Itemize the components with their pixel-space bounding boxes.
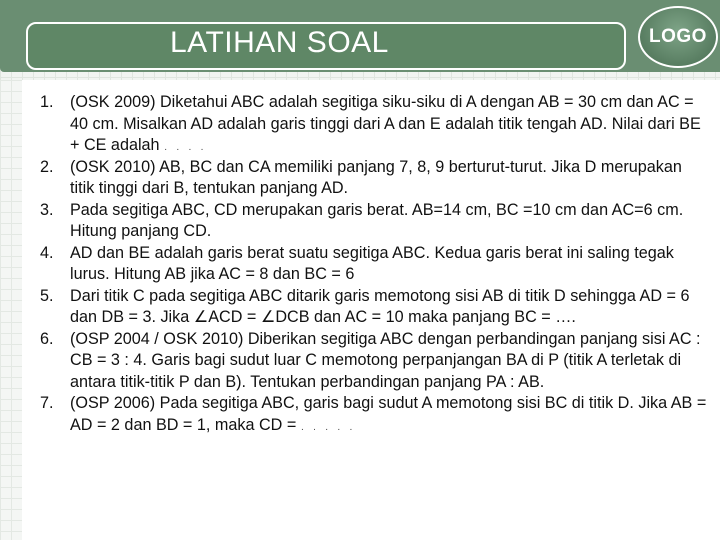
problem-list	[40, 92, 708, 436]
problem-number: 4.	[40, 243, 54, 262]
side-grid-background	[0, 80, 22, 540]
problem-number: 6.	[40, 329, 54, 348]
list-item	[40, 157, 708, 200]
problem-list-container	[40, 92, 708, 436]
problem-number: 7.	[40, 394, 54, 412]
problem-text: (OSK 2009) Diketahui ABC adalah segitiga siku-siku di A dengan AB = 30 cm dan AC = 40 cm. Misalkan AD adalah garis tinggi dari A dan E adalah titik tengah AD. Nilai dari BE + CE adalah	[70, 93, 701, 154]
problem-text: Pada segitiga ABC, CD merupakan garis berat. AB=14 cm, BC =10 cm dan AC=6 cm. Hitung panjang CD.	[70, 200, 684, 240]
list-item	[40, 243, 708, 286]
problem-number: 1.	[40, 93, 54, 111]
problem-number: 3.	[40, 200, 54, 219]
list-item	[40, 200, 708, 243]
problem-text: AD dan BE adalah garis berat suatu segitiga ABC. Kedua garis berat ini saling tegak lurus. Hitung AB jika AC = 8 dan BC = 6	[70, 243, 674, 283]
problem-text: (OSK 2010) AB, BC dan CA memiliki panjang 7, 8, 9 berturut-turut. Jika D merupakan titik tinggi dari B, tentukan panjang AD.	[70, 157, 682, 197]
problem-number: 2.	[40, 157, 54, 176]
list-item	[40, 92, 708, 157]
problem-text: (OSP 2004 / OSK 2010) Diberikan segitiga ABC dengan perbandingan panjang sisi AC : CB = 3 : 4. Garis bagi sudut luar C memotong perpanjangan BA di P (titik A terletak di antara titik-titik P dan B). Tentukan perbandingan panjang PA : AB.	[70, 329, 701, 391]
problem-dots: · · · · ·	[300, 423, 356, 435]
problem-text: (OSP 2006) Pada segitiga ABC, garis bagi sudut A memotong sisi BC di titik D. Jika AB = AD = 2 dan BD = 1, maka CD =	[70, 394, 707, 434]
logo-badge	[638, 6, 718, 68]
list-item	[40, 286, 708, 329]
list-item	[40, 393, 708, 436]
problem-number: 5.	[40, 286, 54, 305]
list-item	[40, 329, 708, 394]
logo-text: LOGO	[649, 26, 707, 47]
problem-dots: · · · ·	[164, 144, 207, 155]
problem-text: Dari titik C pada segitiga ABC ditarik garis memotong sisi AB di titik D sehingga AD = 6 dan DB = 3. Jika ∠ACD = ∠DCB dan AC = 10 maka panjang BC = ….	[70, 286, 690, 326]
page-title: LATIHAN SOAL	[170, 26, 389, 59]
